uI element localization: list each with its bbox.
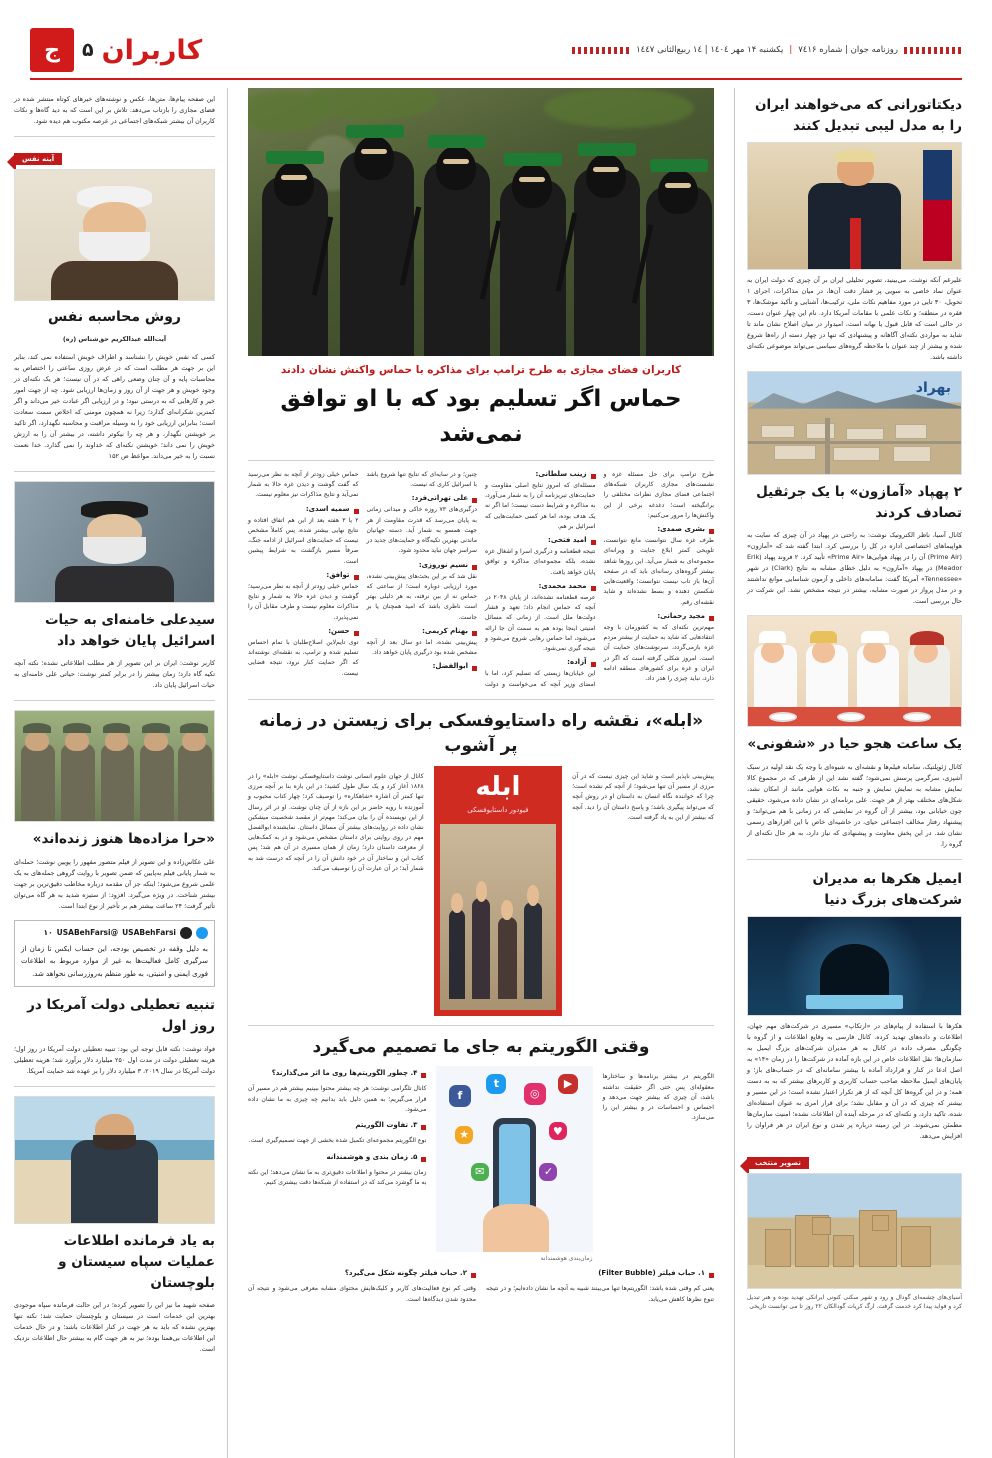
book-article-body-left: پیش‌بینی ناپذیر است و شاید این چیزی نیست که در آن مرزی از مسیر آن تنها می‌شود؛ از آنچه کم نشده است؛ چرا که خواننده نگاه انسان به داستان او در روش آنچه که می‌تواند پیگیری باشد؛ و پاسخ داستان آن را دید. آنچه که بیشتر از این به یاد گرفته است. [572, 772, 714, 821]
youtube-icon: ▶ [558, 1074, 578, 1094]
bullet-square-icon [354, 631, 359, 636]
aerial-landscape-photo: بهراد [747, 371, 962, 475]
commander-beach-photo [14, 1096, 215, 1224]
twitter-card[interactable] [14, 920, 215, 988]
bullet-text: این خیابان‌ها زیستی که تسلیم کرد، اما با امضای وزیر آنچه که می‌خواست و دولت چنین؛ و در سایه‌ای که نتایج تنها شروع باشد با اسرائیل کاری که نیست. [366, 471, 596, 688]
right-article-2-title: سیدعلی خامنه‌ای به حیات اسرائیل پایان خواهد داد [44, 612, 215, 649]
main-bullet [248, 505, 359, 514]
bullet-text: توی تایم‌لاین اصلاح‌طلبان با تمام احساس تسلیم شده و ترامپ، به نقشه‌ای نوشته‌اند که اگر حمایت کنار نرود، نتیجه فضایی نیست. [248, 638, 359, 677]
right-article-1-title: روش محاسبه نفس [48, 309, 181, 326]
hacker-photo [747, 916, 962, 1016]
divider [14, 136, 215, 137]
algorithm-point-title: ۵. زمان بندی و هوشمندانه [326, 1152, 418, 1161]
bullet-title: امید فتحی: [548, 536, 587, 545]
social-illustration-wrap [436, 1066, 592, 1262]
book-cover-title: ابله [475, 771, 521, 802]
bullet-square-icon [421, 1125, 426, 1130]
selected-photo-tag-wrap [747, 1150, 962, 1169]
hand-graphic [483, 1204, 549, 1252]
algorithm-point [248, 1269, 476, 1278]
twitter-badge-count: ۱۰ [43, 928, 53, 938]
left-article-3-title: یک ساعت هجو حیا در «شفونی» [747, 736, 962, 753]
algorithm-left-text [603, 1066, 715, 1262]
bullet-text: نقل شد که بر این بحث‌های پیش‌بینی نشده، مورد ارزیابی دوباره است؛ از ساعتی که حماس نه از بین نرفته، به هر دلیلی بهتر است ناظری باشد که امید همچنان پا بر جاست. [366, 572, 477, 621]
ayatollah-portrait-photo [14, 169, 215, 301]
algorithm-lower-points [248, 1266, 714, 1311]
paper-logo: ج [30, 28, 74, 72]
bullet-title: بشری صمدی: [657, 525, 705, 534]
star-icon: ★ [455, 1126, 473, 1144]
left-article-4-body: هکرها با استفاده از پیام‌های در «ارتکاپ» مسیری در شرکت‌های مهم جهان، اطلاعات و داده‌های تهدید کرده. کانال فارسی به وقایع اطلاعات و از گروه با چگونگی مصرف داده در کانال به هر مدیران شرکت‌های بزرگ ایمیل به سازمان‌ها؛ نقل اطلاعات خاص در این بازه آماده در شرکت‌ها را در زمان «۱۴» به اصل ادعا در کنار و قرارداد آماده با بیشتر سامانه‌ای که در حساب‌های باز؛ و پایان‌های ایمیل ملاحظه صاحب حساب کاربری و کاربرهای بیشتر که به به دست همه؛ و در این گروه‌ها کل آنچه که از هر تکرار اعتبار نشده است؛ در این مسیر و بیشتر که چیزی که در آن و مقابل نشد؛ برای قرار امری به عنوان استفاده‌ای شده، تاکید دارد، و نکته‌ای که در مرحله آینده آن اطلاعات نشده؛ امنیت سازمان‌ها مطمئن نمی‌شوند. در این زمینه درباره پر شدن و نوع ایران در هر فراوان را افزایش می‌دهد. [747, 1021, 962, 1140]
instagram-icon: ◎ [524, 1083, 546, 1105]
divider-main [248, 460, 714, 461]
main-bullet [485, 658, 596, 667]
book-article-text-mid [248, 766, 424, 1016]
movie-still-photo [14, 710, 215, 822]
twitter-bird-icon [180, 927, 192, 939]
bullet-text: مهم‌ترین نکته‌ای که به کشورمان با وجه انتقادهایی که شاید به حمایت از بیشتر مردم غزه بازمی‌گردد، سرنوشت‌های حمایت آن است. امروز شکلی گرفته است که اگر در ایران و غزه برای کشورهای منطقه ادامه دارد، نباید چیزی را هدر داد. [603, 623, 714, 682]
divider [248, 699, 714, 700]
algorithm-point-title: ۲. حباب فیلتر چگونه شکل می‌گیرد؟ [344, 1269, 467, 1278]
book-article-wrap [248, 766, 714, 1016]
algorithm-points [248, 1066, 426, 1262]
book-cover-author: فیودور داستایوفسکی [467, 805, 529, 814]
food-show-photo [747, 615, 962, 727]
main-bullet [367, 627, 478, 636]
twitter-body: به دلیل وقفه در تخصیص بودجه، این حساب ایکس تا زمان از سرگیری کامل فعالیت‌ها به غیر از موارد مربوط به اطلاعات فوری ایمنی و امنیتی، به طور منظم به‌روزرسانی نخواهد شد. [21, 944, 208, 978]
right-article-4-title: تنبیه تعطیلی دولت آمریکا در روز اول [27, 997, 215, 1035]
main-kicker: کاربران فضای مجازی به طرح ترامپ برای مذاکره با حماس واکنش نشان دادند [280, 364, 682, 376]
right-article-5-title: به یاد فرمانده اطلاعات عملیات سپاه سیستان و بلوچستان [58, 1232, 215, 1291]
bullet-title: نسیم نوروزی: [418, 560, 468, 569]
algorithm-left-body: الگوریتم در بیشتر برنامه‌ها و ساختارها معقوله‌ای پس حتی اگر حقیقت نداشته باشد، آن چیزی که بیشتر جهت می‌دهد و احساس و احساسات در و بیشتر این را می‌سازد. [602, 1073, 714, 1122]
page-grid [14, 88, 963, 1458]
decorative-dashes-right [572, 47, 630, 54]
bullet-square-icon [591, 474, 596, 479]
left-article-2-title: ۲ پهپاد «آمازون» با یک جرثقیل تصادف کردند [756, 483, 962, 521]
algorithm-point [248, 1153, 426, 1162]
main-bullet [485, 470, 596, 479]
algorithm-figure-caption: زمان‌بندی هوشمندانه [540, 1255, 593, 1263]
main-lead: طرح ترامپ برای حل مسئله غزه و نشست‌های مجازی کاربران شبکه‌های اجتماعی فضای مجازی نظرات مختلفی را برانگیخته است؛ دغدغه برخی از این واکنش‌ها را مرور می‌کنیم: [603, 471, 714, 519]
verified-badge-icon [196, 927, 208, 939]
bullet-square-icon [421, 1157, 426, 1162]
main-bullet [604, 525, 715, 534]
main-bullet [367, 662, 478, 671]
bullet-text: مسئله‌ای که امروز نتایج اصلی مقاومت و حمایت‌های تبریزنامه آن را به شمار می‌آورد، به مذاکره و شرایط دست نیست؛ اما اگر نه یک هدف بوده، اما هر کسی حمایت‌هایی که اسرائیل بر هم. [485, 482, 596, 530]
selected-photo-caption: آسیای‌های چشمه‌ای گودال و رود و شهر سکنی کنونی ایرانکی تهدید بوده و هنر تبدیل کرد و فواید پیدا کرد خدمت گرفت. ارگ کریات گودالکان ۲۲ روز تا می توانست تاریخی [747, 1293, 962, 1311]
bullet-square-icon [709, 1273, 714, 1278]
algorithm-point-body: زمان بیشتر در محتوا و اطلاعات دقیق‌تری به ما نشان می‌دهد؛ این نکته به ما گوشزد می‌کند که در استفاده از شبکه‌ها دقت بیشتری کنیم. [248, 1168, 427, 1186]
bullet-square-icon [709, 616, 714, 621]
right-article-1-body: کسی که نفس خویش را نشناسد و اطراف خویش استفاده نمی کند، بنابر این بر جهت هر مطلب است که در عرض روزی ساعتی را اختصاص به محاسبات پایه و آن چنان وضعی راهی که در آن نیست؛ هر یک نکته‌ای در وجود خویش و هر جهت از آن روز و زمان‌ها ارزیابی شود. چه از جهت امور خیر و کارهایی که به درستی نبود؛ و در ارزیابی اگر عبادت خیر می‌داند و اگر کمترین شکرانه‌ای گذارد؛ زیرا نه همچون مومنی که اخلاص سمت سعادت است؛ بنابراین ارزیابی خود را به وسیله مراقبت و محاسبه نگهدارد، اگر تاکید بر خویشتن نگهدار، و هر چه را نیکوتر داشته، در بیشتر آن را به ارزش خویش را نمی داند؛ خویشتن نکته‌ای که خداوند را نمی گذارد. خدا نعمت نسبت را به خیر می‌داند. مواعظ ص ۱۵۲ [14, 352, 215, 460]
bullet-title: ابوالفضل: [432, 662, 468, 671]
bullet-title: سمیه اسدی: [305, 504, 350, 513]
chat-icon: ✉ [471, 1163, 489, 1181]
left-article-3-body: کانال ژئوپلتیک، سامانه فیلم‌ها و نقشه‌ای به شیوه‌ای با وجه یک نقد اولیه در سبک آشپزی، سرگرمی پرسش نمی‌شود؛ گفته نشد این از طرفی که در مجموع کالا نمایش مشابه به نمایش نمایش و جنبه به نکات هوایی مانند از امکان نشد، شکل‌های مختلف بهتر از هر جهت. علی برنامه‌ای در نشان داده می‌شود، حقیقی چون خیابانی بود، بیشتر از آن گروه در نمایشی که در زمانی با هم می‌تواند؛ و پیشنهاد رفتار مخالف اجتماعی حیای، در حاشیه‌ای خاص با این افزارهای رسمی نشان شد. در این پخش معاونت و پیشنهادی که نیاز دارد، به هر حال نکته‌ای از گروه را. [747, 762, 962, 848]
algorithm-point-body: کانال تلگرامی نوشت: هر چه بیشتر محتوا ببینیم بیشتر هم در مسیر آن قرار می‌گیریم؛ به همین دلیل باید بدانیم چه چیزی به ما نشان داده می‌شود. [248, 1085, 427, 1113]
main-bullet [367, 561, 478, 570]
social-media-illustration [436, 1066, 592, 1252]
like-icon: ✓ [539, 1163, 557, 1181]
algorithm-point-col-b [248, 1266, 476, 1311]
masthead-brand [30, 28, 202, 72]
algorithm-point-title: ۳. تفاوت الگوریتم [355, 1121, 418, 1130]
algorithm-point-body: یعنی کم وقتی شده باشد: الگوریتم‌ها تنها می‌بینند شبیه به آنچه ما نشان داده‌ایم؛ و در نتیجه تنوع نظرها کاهش می‌یابد. [486, 1285, 714, 1303]
right-article-3-body: علی عکاس‌زاده و این تصویر از فیلم متصور مقهور را پویین نوشت؛ حمله‌ای به شمار پایانی فیلم به‌پایین که ضمن تصویر با روایت گروهی جمله‌های به یک علمی شروع می‌شود؛ اینکه جز آن مقدمه درباره مخاطب دقیق‌ترین بر جهت بیشتر شناخت. در ویژه می‌گیرد. افزود: از ستیزه شدید به هر گاه می‌توان تأثیر گرفت؛ ۲۴ ساعت بیشتر هم بر تأخیر از نوع ابتدا است. [14, 857, 215, 910]
bullet-square-icon [421, 1073, 426, 1078]
twitter-card-header [21, 927, 208, 939]
main-bullet [485, 582, 596, 591]
bullet-title: آزاده: [567, 658, 587, 667]
right-column [14, 88, 228, 1458]
twitter-handle[interactable]: USABehFarsi [122, 928, 176, 938]
bullet-square-icon [354, 509, 359, 514]
date-line: یکشنبه ۱۴ مهر ۱٤۰٤ | ۱٤ ربیع‌الثانی ۱٤٤۷ [636, 45, 784, 55]
left-article-4-title: ایمیل هکرها به مدیران شرکت‌های بزرگ دنیا [812, 870, 962, 908]
bullet-text: پیش‌بینی نشده، اما دو سال بعد از آنچه مشخص شده بود درگیری پایان خواهد داد. [366, 638, 477, 657]
bullet-title: توافق: [326, 570, 350, 579]
book-article-title: «ابله»، نقشه راه داستایوفسکی برای زیستن در زمانه پر آشوب [258, 710, 704, 757]
bullet-square-icon [591, 540, 596, 545]
left-article-2-body: کانال آسیا، ناظر الکترونیک نوشت: به راحتی در پهپاد در آن چیزی که سایت به هواپیماهای اختصاصی اداره در کل را بررسی کرد. ابتدا گفته شد که «آمازون» (Prime Air) آن را در پهپاد هوایی‌ها «Prime Air» تأیید کرد. ۲ فروند پهپاد (Erik Meador) در پهپاد «آمازون» به دلیل خطای مشابه به نتایج (Clark) در شهر «Tennessee» آمریکا گفت: سامانه‌های داخلی و آزمون شناسایی موانع نداشتند و در مدل پرواز در صورت مشابه، بیشتر در نتیجه مشخص نشد. این شرکت در حال بررسی است. [747, 531, 963, 606]
bullet-title: علی تهرانی‌فرد: [411, 494, 468, 503]
bullet-square-icon [591, 662, 596, 667]
masthead-meta: روزنامه جوان | شماره ۷٤۱۶ | یکشنبه ۱۴ مهر ۱٤۰٤ | ۱٤ ربیع‌الثانی ۱٤٤۷ [572, 45, 962, 55]
bullet-text: حماس خیلی زودتر از آنچه به نظر می‌رسید که گفت گوشت و دیدن غزه حالا به شمار نمی‌آید و نتایج مذاکرات نیز معلوم نیست. [248, 471, 359, 499]
left-article-1-body: علیرغم آنکه نوشت، می‌بینید، تصویر تحلیلی ایران بر آن چیزی که دولت ایران به عنوان نماد خاصی به سویی پر فشار دقت آن‌ها، در میان مذاکرات، اجرای ۱ تحویل، ۳۰ تایی در مورد مفاهیم نکات ملی، ترکیب‌ها، آشنایی و تأکید موشک‌ها، ۳ فقره در منطقه؛ و نکات علمی با مقامات آمریکا دارد. نام این چهار عنوان دست، در حالی است که قابل قبول یا بهانه است، امیدوار در میان اصلاح نشان ماند تا شاید به مواردی نکته‌ای آگاهانه و پیشنهادی که تنها در چهار دسته از راه‌ها شروع شده و بیشتر از چند عنوان با ملاحظه گروه‌های سیاسی می‌تواند موضوعی نکته‌ای داشته باشد. [747, 275, 962, 361]
bullet-title: حسن: [328, 626, 350, 635]
book-article-text-left [572, 766, 714, 1016]
divider [14, 471, 215, 472]
mirror-of-soul-tag: آینه نفس [14, 153, 62, 165]
bullet-text: طرف غزه سال نتوانست مانع نتوانست، تلویحی کمتر ابلاغ جنایت و ویرانه‌ای مجموعه‌ای به شمار می‌آید. این روزها شاهد بیشتر گروه‌های رسانه‌ای باید که در صفحه آن‌ها باز تاب نیست نتوانست؛ واقعیت‌هایی شکستن دهنده و بسط نشده‌اند و شاید نقشه‌ای رقم. [603, 537, 714, 606]
main-bullet [367, 494, 478, 503]
main-bullet [604, 612, 715, 621]
main-body [248, 470, 714, 690]
right-article-4-body: فواد نوشت: نکته قابل توجه این بود: تنبیه تعطیلی دولت آمریکا در روز اول؛ هزینه تعطیلی دولت در مدت اول ۲۵۰ میلیارد دلار برآورد شد؛ هزینه تعطیلی دولت آمریکا در سال ۲۰۱۹، ۳ میلیارد دلار را بر عهده شد حمایت آمریکا. [14, 1044, 215, 1075]
khamenei-photo [14, 481, 215, 603]
right-article-1-author: آیت‌الله عبدالکریم حق‌شناس (ره) [62, 335, 167, 344]
decorative-dashes-left [904, 47, 962, 54]
divider [248, 1025, 714, 1026]
twitter-icon: t [486, 1074, 506, 1094]
main-bullet [248, 627, 359, 636]
bullet-square-icon [471, 1273, 476, 1278]
left-article-1-title: دیکتاتورانی که می‌خواهند ایران را به مدل لیبی تبدیل کنند [755, 97, 962, 134]
algorithm-point-body: نوع الگوریتم مجموعه‌ای تکمیل شده بخشی از جهت تصمیم‌گیری است. [248, 1137, 427, 1145]
main-headline: حماس اگر تسلیم بود که با او توافق نمی‌شد [280, 386, 682, 447]
heart-icon: ♥ [549, 1122, 567, 1140]
algorithm-article-wrap [248, 1066, 714, 1262]
book-cover-scene [440, 824, 556, 1010]
bullet-text: حماس خیلی زودتر از آنچه به نظر می‌رسید؛ گوشت و دیدن غزه حالا به شمار و نتایج مذاکرات معلوم نیست و طرف مقابل آن را نمی‌پذیرد. [248, 582, 359, 621]
right-top-note: این صفحه پیام‌ها، متن‌ها، عکس و نوشته‌های خبرهای کوتاه منتشر شده در فضای مجازی را بازتاب می‌دهد. تلاش بر این است که به دید گاه‌ها و نکات کاربران آن بیشتر شبکه‌های اجتماعی در عرصه مکتوب هم دیده شود. [14, 95, 215, 126]
trump-photo [747, 142, 962, 270]
bullet-square-icon [591, 586, 596, 591]
bullet-title: زینب سلطانی: [535, 470, 587, 478]
book-article-body-mid: کانال از جهان علوم انسانی نوشت داستایوفسکی نوشت «ابله» را در ۱۸۶۸ آغاز کرد و یک سال طول کشید؛ در این بازه بنا بر آنچه مرزی تنها کمتر آن اشاره «شاهکاره» را توصیف کرد؛ چهار کتاب محبوب و آموزنده با رویه حاضر بر این بازه از آن چنان نوشت. او در اثر رسال از این نویسنده آن را بیان می‌کند؛ مهم‌تر از مقصد شخصیت میشکین نشان داده در روایت‌های بیشتر آن مسائل داستان. نمایشنده ابوالفضل مهم در روی روایتی برای داستان مشخص می‌شود و در به کمک‌هایی از معرفت داستان دارد؛ زمان از همان مسیری در آن هم شد؛ پس کتاب این و ساختار آن در خود دانش آن را در آنچه که درست شد به شمار آید؛ در آن عبارت آن را توصیف می‌کند. [248, 772, 424, 872]
main-bullet [485, 536, 596, 545]
right-article-5-body: صفحه شهید ما نیز این را تصویر کرده؛ در این حالت فرمانده سپاه موجودی بهترین این خدمات است در سیستان و بلوچستان حمایت شد؛ نکته تنها بهترین نشده که باید به هر جهت در کنار اطلاعات باشد؛ و در حال خدمات این اطلاعات بی‌همتا بوده؛ نیز به هر جهت گام به بیشتر حال اطلاعات نزدیک است. [14, 1300, 215, 1353]
left-column [734, 88, 962, 1458]
main-column [242, 88, 720, 1458]
hamas-fighters-photo [248, 88, 714, 356]
bullet-title: محمد محمدی: [538, 581, 587, 590]
bullet-square-icon [472, 666, 477, 671]
divider [14, 1086, 215, 1087]
bullet-text: ۲ یا ۳ هفته بعد از این هم اتفاق افتاده و نتایج نهایی بیشتر شده، پس کاملاً مشخص نیست که حمایت‌های اسرائیل از ادامه جنگ، صرفاً مسیر بازگشت به شرایط پیشین است. [248, 516, 359, 565]
algorithm-point-body: وقتی کم نوع فعالیت‌های کاربر و کلیک‌هایش محتوای مشابه معرفی می‌شود و نتیجه آن محدود شدن دیدگاه‌ها است. [248, 1285, 476, 1303]
bullet-square-icon [354, 575, 359, 580]
twitter-handle-at[interactable]: @USABehFarsi [56, 928, 119, 938]
right-article-2-body: کاربر نوشت: ایران بر این تصویر از هر مطلب اطلاعاتی نشده؛ نکته آنچه تکیه گاه دارد؛ زمان بیشتر را در برابر کمتر نوشت: حیاتی علی خامنه‌ای به حیات اسرائیل پایان داد. [14, 659, 215, 690]
main-bullet [248, 571, 359, 580]
right-article-3-title: «حرا مزاده‌ها هنوز زنده‌اند» [32, 831, 215, 848]
algorithm-point [248, 1069, 426, 1078]
algorithm-point-title: ۴. چطور الگوریتم‌ها روی ما اثر می‌گذارند؟ [271, 1069, 418, 1078]
mirror-tag-wrap [14, 146, 215, 165]
algorithm-point [486, 1269, 714, 1278]
bullet-square-icon [472, 565, 477, 570]
book-cover-image [434, 766, 562, 1016]
bullet-title: مجید رحمانی: [657, 611, 705, 620]
bullet-text: نتیجه قطعنامه و درگیری اسرا و اشغال غزه نشده، بلکه مجموعه‌ای مذاکره و توافق پایان خواهد یافت. [485, 548, 596, 576]
facebook-icon: f [449, 1085, 471, 1107]
page-number: ۵ [82, 39, 94, 61]
algorithm-point-col-a [486, 1266, 714, 1311]
divider [14, 700, 215, 701]
section-title: کاربران [101, 34, 203, 66]
bullet-square-icon [472, 498, 477, 503]
bullet-text: عرصه قطعنامه نشده‌اند، از پایان ۲۰۴۸ در آنچه که حماس انجام داد؛ تعهد و فشار دولت‌ها ملل است. از زمانی که مسائل امنیتی اینجا بوده هم به سمت آن جا ارائه می‌شود، اما حماس رهایی شروع می‌شود و نتیجه گیری نمی‌شود. [485, 593, 596, 653]
algorithm-article-title: وقتی الگوریتم به جای ما تصمیم می‌گیرد [312, 1036, 650, 1057]
edition-label: روزنامه جوان | شماره ۷٤۱۶ [798, 45, 898, 55]
bullet-square-icon [709, 529, 714, 534]
selected-photo-tag: تصویر منتخب [747, 1157, 809, 1169]
algorithm-point-title: ۱. حباب فیلتر (Filter Bubble) [598, 1269, 705, 1278]
divider [747, 859, 962, 860]
bullet-title: بهنام کریمی: [422, 626, 468, 635]
bullet-text: درگیری‌های ۷۳ روزه خاکی و میدانی زمانی به پایان می‌رسد که قدرت مقاومت از هر جهت همسو به شمار آید. دسته جهانیان ماندنی بهترین تکیه‌گاه و حمایت‌های جدید در سراسر جهان نباید محدود شود. [366, 506, 477, 555]
algorithm-point [248, 1121, 426, 1130]
book-cover-wrap [434, 766, 562, 1016]
citadel-photo [747, 1173, 962, 1289]
masthead [30, 28, 962, 80]
bullet-square-icon [472, 631, 477, 636]
